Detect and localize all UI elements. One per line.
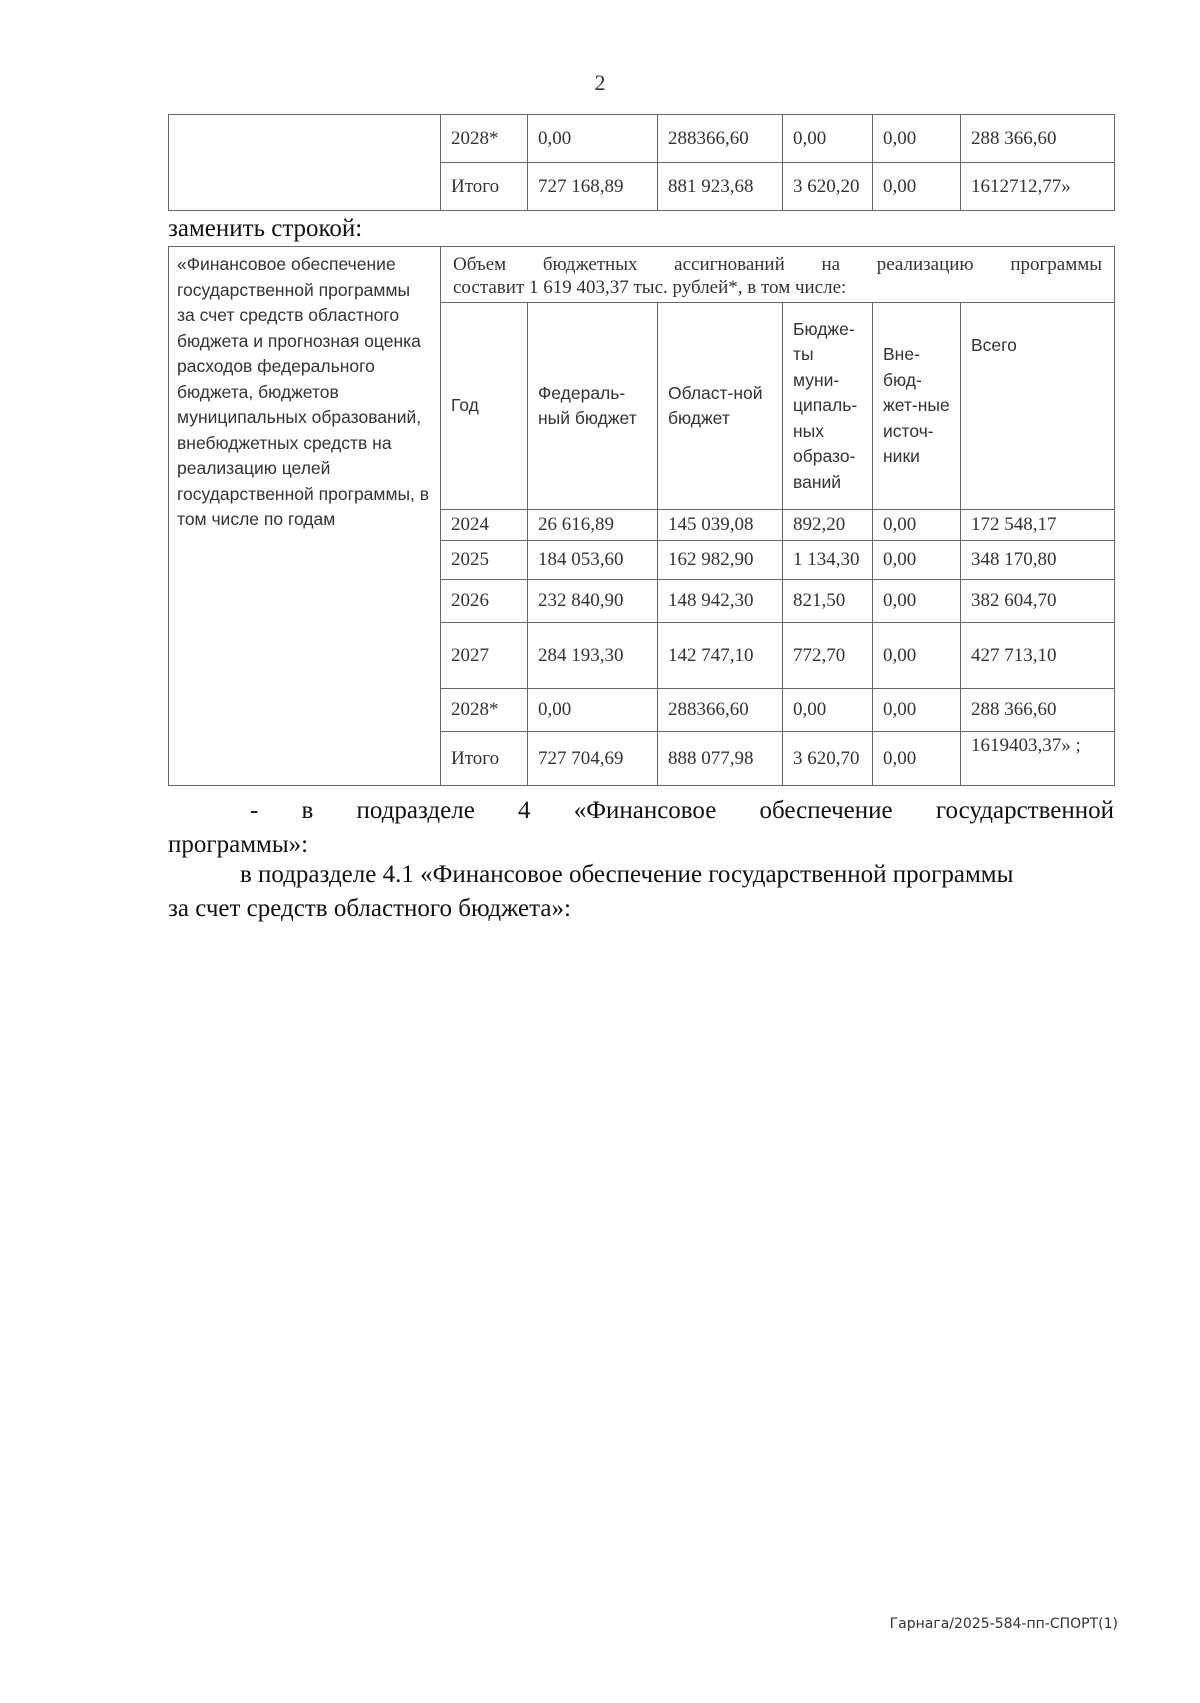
- replace-intro-text: заменить строкой:: [168, 215, 363, 242]
- year-cell: 2027: [441, 623, 528, 689]
- extrabudget-cell: 0,00: [873, 510, 961, 541]
- budget-intro-line2: составит 1 619 403,37 тыс. рублей*, в том числе:: [453, 277, 847, 298]
- header-total: Всего: [961, 303, 1115, 510]
- municipal-cell: 821,50: [783, 580, 873, 623]
- year-cell: Итого: [441, 732, 528, 786]
- regional-cell: 148 942,30: [658, 580, 783, 623]
- paragraph-line: программы»:: [168, 831, 309, 858]
- paragraph-subsection-4: [168, 794, 1114, 862]
- header-regional: Област-ной бюджет: [658, 303, 783, 510]
- regional-cell: 145 039,08: [658, 510, 783, 541]
- total-cell: 1619403,37» ;: [961, 732, 1115, 786]
- extrabudget-cell: 0,00: [873, 580, 961, 623]
- page-number: 2: [594, 70, 606, 95]
- paragraph-line: - в подразделе 4 «Финансовое обеспечение государственной: [250, 797, 1114, 824]
- total-cell: 382 604,70: [961, 580, 1115, 623]
- paragraph-line: за счет средств областного бюджета»:: [168, 895, 571, 922]
- federal-cell: 184 053,60: [528, 541, 658, 580]
- year-cell: 2028*: [441, 115, 528, 163]
- extrabudget-cell: 0,00: [873, 623, 961, 689]
- budget-intro-cell: [441, 247, 1115, 303]
- extrabudget-cell: 0,00: [873, 732, 961, 786]
- year-cell: 2025: [441, 541, 528, 580]
- header-federal: Федераль-ный бюджет: [528, 303, 658, 510]
- federal-cell: 284 193,30: [528, 623, 658, 689]
- paragraph-line: в подразделе 4.1 «Финансовое обеспечение государственной программы: [240, 861, 1014, 888]
- year-cell: 2024: [441, 510, 528, 541]
- federal-cell: 0,00: [528, 115, 658, 163]
- regional-cell: 888 077,98: [658, 732, 783, 786]
- previous-table-fragment: [168, 114, 1115, 211]
- regional-cell: 288366,60: [658, 689, 783, 732]
- extrabudget-cell: 0,00: [873, 541, 961, 580]
- total-cell: 288 366,60: [961, 115, 1115, 163]
- total-cell: 172 548,17: [961, 510, 1115, 541]
- table-row: [169, 115, 1115, 163]
- regional-cell: 162 982,90: [658, 541, 783, 580]
- year-cell: Итого: [441, 163, 528, 211]
- federal-cell: 232 840,90: [528, 580, 658, 623]
- header-year: Год: [441, 303, 528, 510]
- document-code: Гарнага/2025-584-пп-СПОРТ(1): [889, 1616, 1118, 1632]
- merged-description-cell: [169, 115, 441, 211]
- federal-cell: 727 704,69: [528, 732, 658, 786]
- municipal-cell: 3 620,20: [783, 163, 873, 211]
- municipal-cell: 0,00: [783, 115, 873, 163]
- total-cell: 427 713,10: [961, 623, 1115, 689]
- header-municipal: Бюдже-ты муни-ципаль-ных образо-ваний: [783, 303, 873, 510]
- total-cell: 348 170,80: [961, 541, 1115, 580]
- regional-cell: 142 747,10: [658, 623, 783, 689]
- table-row: [169, 247, 1115, 303]
- federal-cell: 727 168,89: [528, 163, 658, 211]
- financing-table: [168, 246, 1115, 786]
- extrabudget-cell: 0,00: [873, 163, 961, 211]
- header-extrabudget: Вне-бюд-жет-ные источ-ники: [873, 303, 961, 510]
- budget-intro-line1: Объем бюджетных ассигнований на реализацию программы: [453, 254, 1103, 275]
- regional-cell: 881 923,68: [658, 163, 783, 211]
- year-cell: 2028*: [441, 689, 528, 732]
- municipal-cell: 772,70: [783, 623, 873, 689]
- municipal-cell: 1 134,30: [783, 541, 873, 580]
- extrabudget-cell: 0,00: [873, 689, 961, 732]
- description-cell: «Финансовое обеспечение государственной программы за счет средств областного бюджета и прогнозная оценка расходов федерального бюджета, бюджетов муниципальных образований, внебюджетных средств на реализацию целей государственной программы, в том числе по годам: [169, 247, 441, 786]
- municipal-cell: 0,00: [783, 689, 873, 732]
- federal-cell: 0,00: [528, 689, 658, 732]
- total-cell: 288 366,60: [961, 689, 1115, 732]
- regional-cell: 288366,60: [658, 115, 783, 163]
- municipal-cell: 3 620,70: [783, 732, 873, 786]
- federal-cell: 26 616,89: [528, 510, 658, 541]
- municipal-cell: 892,20: [783, 510, 873, 541]
- extrabudget-cell: 0,00: [873, 115, 961, 163]
- paragraph-subsection-4-1: [168, 858, 1114, 926]
- year-cell: 2026: [441, 580, 528, 623]
- total-cell: 1612712,77»: [961, 163, 1115, 211]
